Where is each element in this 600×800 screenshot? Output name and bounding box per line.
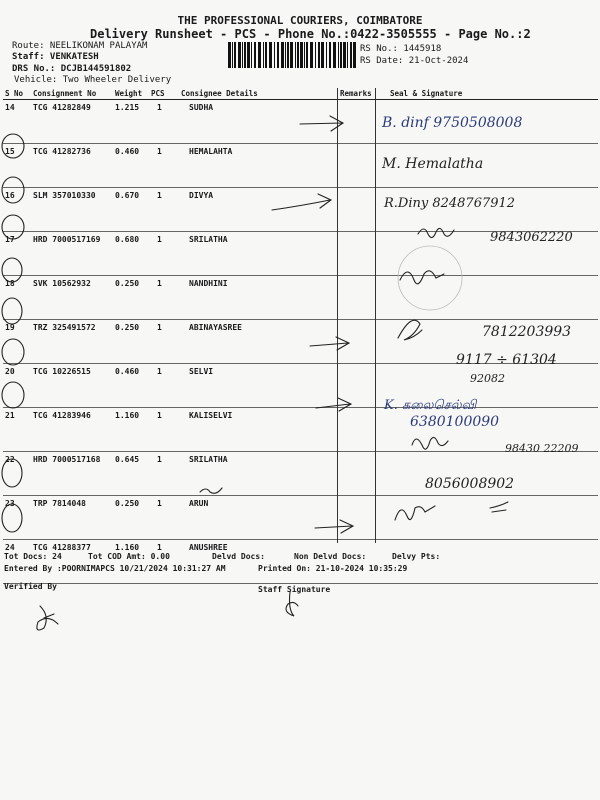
staff: Staff: VENKATESH — [12, 52, 99, 62]
consignee: ABINAYASREE — [179, 320, 338, 364]
serial-number: 24 — [3, 540, 31, 584]
weight: 1.160 — [113, 540, 149, 584]
pieces: 1 — [149, 364, 179, 408]
pieces: 1 — [149, 320, 179, 364]
column-header: Consignment No — [31, 88, 113, 100]
column-header: Seal & Signature — [376, 88, 598, 100]
pieces: 1 — [149, 276, 179, 320]
weight: 1.215 — [113, 100, 149, 144]
weight: 0.460 — [113, 144, 149, 188]
rs-date: RS Date: 21-Oct-2024 — [360, 56, 469, 66]
serial-number: 16 — [3, 188, 31, 232]
serial-number: 21 — [3, 408, 31, 452]
serial-number: 19 — [3, 320, 31, 364]
table-header — [3, 88, 598, 100]
entered-by: Entered By :POORNIMAPCS 10/21/2024 10:31:27 AM — [4, 564, 226, 573]
consignee: SRILATHA — [179, 232, 338, 276]
column-header: Remarks — [338, 88, 376, 100]
pieces: 1 — [149, 188, 179, 232]
handwritten-phone: 98430 22209 — [505, 442, 579, 455]
weight: 0.250 — [113, 276, 149, 320]
consignee: NANDHINI — [179, 276, 338, 320]
rs-number: RS No.: 1445918 — [360, 44, 442, 54]
column-header: Weight — [113, 88, 149, 100]
column-header: PCS — [149, 88, 179, 100]
column-divider — [375, 88, 376, 543]
pieces: 1 — [149, 452, 179, 496]
handwritten-phone: 9843062220 — [490, 230, 573, 245]
consignee: ARUN — [179, 496, 338, 540]
consignment-number: TRZ 325491572 — [31, 320, 113, 364]
table-row — [3, 496, 598, 540]
printed-on: Printed On: 21-10-2024 10:35:29 — [258, 564, 408, 573]
delivered-docs: Delvd Docs: — [212, 552, 265, 561]
serial-number: 15 — [3, 144, 31, 188]
handwritten-signature: R.Diny 8248767912 — [384, 196, 516, 211]
consignment-number: TCG 10226515 — [31, 364, 113, 408]
serial-number: 22 — [3, 452, 31, 496]
table-row — [3, 540, 598, 584]
weight: 0.250 — [113, 496, 149, 540]
column-header: Consignee Details — [179, 88, 338, 100]
consignee: HEMALAHTA — [179, 144, 338, 188]
column-header: S No — [3, 88, 31, 100]
weight: 0.680 — [113, 232, 149, 276]
consignment-number: SLM 357010330 — [31, 188, 113, 232]
consignee: SELVI — [179, 364, 338, 408]
consignee: SUDHA — [179, 100, 338, 144]
drs-number: DRS No.: DCJB144591802 — [12, 64, 132, 74]
handwritten-signature: M. Hemalatha — [382, 156, 484, 172]
pieces: 1 — [149, 100, 179, 144]
handwritten-note: 9117 ÷ 61304 — [456, 352, 557, 368]
consignee: SRILATHA — [179, 452, 338, 496]
handwritten-note: 92082 — [470, 372, 505, 385]
delivery-points: Delvy Pts: — [392, 552, 441, 561]
consignment-number: TCG 41282849 — [31, 100, 113, 144]
consignment-number: SVK 10562932 — [31, 276, 113, 320]
weight: 0.645 — [113, 452, 149, 496]
table-row — [3, 364, 598, 408]
pieces: 1 — [149, 540, 179, 584]
consignment-number: TCG 41282736 — [31, 144, 113, 188]
table-row — [3, 276, 598, 320]
consignment-number: TRP 7814048 — [31, 496, 113, 540]
handwritten-phone: 8056008902 — [425, 476, 515, 492]
consignment-number: HRD 7000517169 — [31, 232, 113, 276]
serial-number: 18 — [3, 276, 31, 320]
pieces: 1 — [149, 232, 179, 276]
handwritten-phone: 6380100090 — [410, 414, 500, 430]
handwritten-signature: K. கலைசெல்வி — [384, 398, 477, 413]
staff-signature-label: Staff Signature — [258, 585, 331, 594]
consignee: ANUSHREE — [179, 540, 338, 584]
weight: 0.250 — [113, 320, 149, 364]
weight: 1.160 — [113, 408, 149, 452]
runsheet-title: Delivery Runsheet - PCS - Phone No.:0422-3505555 - Page No.:2 — [90, 27, 531, 41]
non-delivered-docs: Non Delvd Docs: — [294, 552, 367, 561]
weight: 0.460 — [113, 364, 149, 408]
total-docs: Tot Docs: 24 — [4, 552, 62, 561]
serial-number: 17 — [3, 232, 31, 276]
serial-number: 14 — [3, 100, 31, 144]
consignee: DIVYA — [179, 188, 338, 232]
barcode — [228, 42, 356, 68]
weight: 0.670 — [113, 188, 149, 232]
column-divider — [337, 88, 338, 543]
table-row — [3, 144, 598, 188]
consignment-number: HRD 7000517168 — [31, 452, 113, 496]
verified-by-label: Verified By — [4, 582, 57, 591]
handwritten-signature: B. dinf 9750508008 — [382, 115, 523, 131]
route: Route: NEELIKONAM PALAYAM — [12, 41, 148, 51]
serial-number: 20 — [3, 364, 31, 408]
vehicle: Vehicle: Two Wheeler Delivery — [14, 75, 172, 85]
handwritten-phone: 7812203993 — [482, 324, 572, 340]
total-cod: Tot COD Amt: 0.00 — [88, 552, 170, 561]
pieces: 1 — [149, 408, 179, 452]
consignee: KALISELVI — [179, 408, 338, 452]
consignment-number: TCG 41288377 — [31, 540, 113, 584]
serial-number: 23 — [3, 496, 31, 540]
pieces: 1 — [149, 144, 179, 188]
company-name: THE PROFESSIONAL COURIERS, COIMBATORE — [177, 14, 423, 27]
pieces: 1 — [149, 496, 179, 540]
consignment-number: TCG 41283946 — [31, 408, 113, 452]
